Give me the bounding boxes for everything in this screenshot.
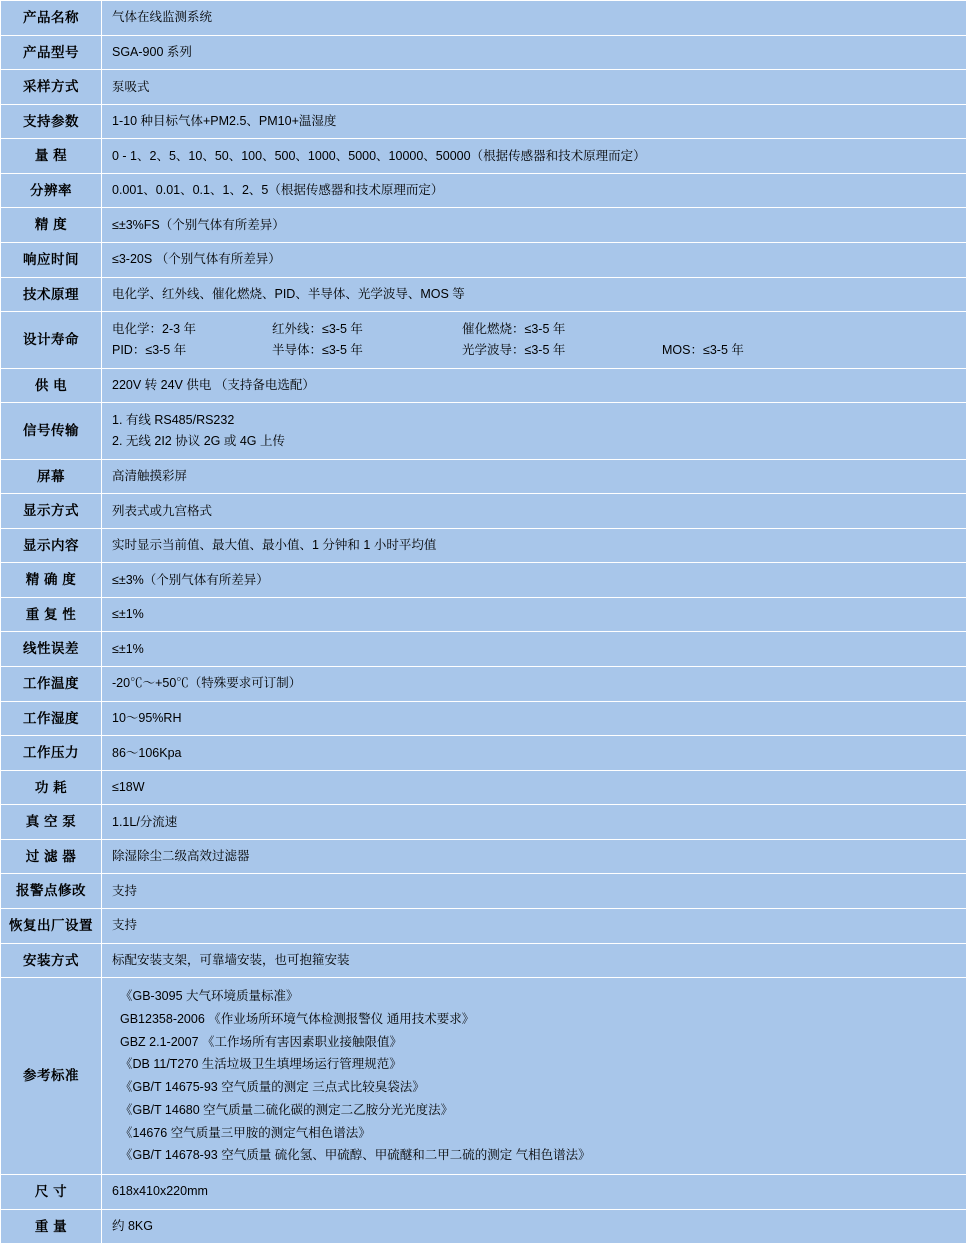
value-line: GBZ 2.1-2007 《工作场所有害因素职业接触限值》	[120, 1034, 402, 1049]
table-row	[1, 770, 967, 805]
standards-list	[112, 985, 956, 1167]
spec-value: ≤±1%	[102, 597, 967, 632]
design-life-cell: 光学波导：≤3-5 年	[462, 342, 566, 357]
table-row	[1, 563, 967, 598]
design-life-cell: 电化学：2-3 年	[112, 322, 197, 337]
spec-label: 参考标准	[1, 978, 102, 1175]
spec-label: 响应时间	[1, 242, 102, 277]
spec-label: 设计寿命	[1, 312, 102, 369]
spec-label: 采样方式	[1, 70, 102, 105]
spec-label: 工作温度	[1, 667, 102, 702]
table-row	[1, 943, 967, 978]
value-line: 《GB/T 14675-93 空气质量的测定 三点式比较臭袋法》	[120, 1080, 425, 1095]
spec-value	[102, 403, 967, 460]
spec-label: 产品型号	[1, 35, 102, 70]
table-row	[1, 874, 967, 909]
spec-value: 约 8KG	[102, 1209, 967, 1244]
spec-value: ≤18W	[102, 770, 967, 805]
spec-value	[102, 312, 967, 369]
value-line: 1. 有线 RS485/RS232	[112, 413, 235, 428]
spec-label: 线性误差	[1, 632, 102, 667]
spec-value: 泵吸式	[102, 70, 967, 105]
spec-value: ≤±3%FS（个别气体有所差异）	[102, 208, 967, 243]
spec-value: -20℃～+50℃（特殊要求可订制）	[102, 667, 967, 702]
spec-label: 真 空 泵	[1, 805, 102, 840]
spec-value: SGA-900 系列	[102, 35, 967, 70]
spec-label: 分辨率	[1, 173, 102, 208]
spec-value: 高清触摸彩屏	[102, 459, 967, 494]
spec-label: 重 量	[1, 1209, 102, 1244]
table-row	[1, 839, 967, 874]
table-row	[1, 368, 967, 403]
spec-value: 列表式或九宫格式	[102, 494, 967, 529]
spec-value: 支持	[102, 874, 967, 909]
spec-label: 支持参数	[1, 104, 102, 139]
table-row	[1, 242, 967, 277]
spec-label: 精 确 度	[1, 563, 102, 598]
table-row	[1, 978, 967, 1175]
table-row	[1, 104, 967, 139]
spec-value: 标配安装支架，可靠墙安装，也可抱箍安装	[102, 943, 967, 978]
spec-label: 量 程	[1, 139, 102, 174]
table-row	[1, 459, 967, 494]
spec-label: 重 复 性	[1, 597, 102, 632]
spec-value: 实时显示当前值、最大值、最小值、1 分钟和 1 小时平均值	[102, 528, 967, 563]
spec-label: 尺 寸	[1, 1175, 102, 1210]
spec-value: 气体在线监测系统	[102, 1, 967, 36]
table-row	[1, 312, 967, 369]
table-row	[1, 1, 967, 36]
spec-value: 1.1L/分流速	[102, 805, 967, 840]
table-row	[1, 632, 967, 667]
spec-label: 恢复出厂设置	[1, 908, 102, 943]
spec-label: 安装方式	[1, 943, 102, 978]
spec-value: 支持	[102, 908, 967, 943]
spec-label: 技术原理	[1, 277, 102, 312]
value-line: 《14676 空气质量三甲胺的测定气相色谱法》	[120, 1125, 371, 1140]
spec-value: 10～95%RH	[102, 701, 967, 736]
design-life-cell	[662, 320, 812, 339]
design-life-row	[112, 319, 956, 340]
design-life-cell: 红外线：≤3-5 年	[272, 322, 363, 337]
value-lines	[112, 410, 956, 452]
spec-label: 精 度	[1, 208, 102, 243]
spec-value: 86～106Kpa	[102, 736, 967, 771]
spec-label: 报警点修改	[1, 874, 102, 909]
table-row	[1, 1175, 967, 1210]
table-row	[1, 736, 967, 771]
value-line: 《GB/T 14680 空气质量二硫化碳的测定二乙胺分光光度法》	[120, 1102, 454, 1117]
table-row	[1, 908, 967, 943]
spec-table-body	[1, 1, 967, 1244]
spec-label: 显示方式	[1, 494, 102, 529]
design-life-grid	[112, 319, 956, 361]
spec-value: 618x410x220mm	[102, 1175, 967, 1210]
spec-label: 工作湿度	[1, 701, 102, 736]
spec-value: 1-10 种目标气体+PM2.5、PM10+温湿度	[102, 104, 967, 139]
spec-label: 工作压力	[1, 736, 102, 771]
table-row	[1, 35, 967, 70]
table-row	[1, 667, 967, 702]
table-row	[1, 528, 967, 563]
table-row	[1, 597, 967, 632]
design-life-cell: MOS：≤3-5 年	[662, 342, 744, 357]
spec-label: 显示内容	[1, 528, 102, 563]
table-row	[1, 494, 967, 529]
table-row	[1, 403, 967, 460]
spec-value: 220V 转 24V 供电 （支持备电选配）	[102, 368, 967, 403]
table-row	[1, 173, 967, 208]
spec-value: 除湿除尘二级高效过滤器	[102, 839, 967, 874]
spec-label: 过 滤 器	[1, 839, 102, 874]
design-life-cell: PID：≤3-5 年	[112, 342, 187, 357]
design-life-row	[112, 340, 956, 361]
table-row	[1, 277, 967, 312]
spec-label: 产品名称	[1, 1, 102, 36]
spec-value: ≤3-20S （个别气体有所差异）	[102, 242, 967, 277]
spec-value: 0.001、0.01、0.1、1、2、5（根据传感器和技术原理而定）	[102, 173, 967, 208]
spec-value	[102, 978, 967, 1175]
value-line: 《GB-3095 大气环境质量标准》	[120, 989, 299, 1004]
table-row	[1, 805, 967, 840]
table-row	[1, 208, 967, 243]
spec-value: ≤±1%	[102, 632, 967, 667]
value-line: 《GB/T 14678-93 空气质量 硫化氢、甲硫醇、甲硫醚和二甲二硫的测定 气相色谱法》	[120, 1148, 591, 1163]
spec-label: 屏幕	[1, 459, 102, 494]
table-row	[1, 701, 967, 736]
table-row	[1, 1209, 967, 1244]
value-line: 《DB 11/T270 生活垃圾卫生填埋场运行管理规范》	[120, 1057, 402, 1072]
design-life-cell: 半导体：≤3-5 年	[272, 342, 363, 357]
spec-value: 电化学、红外线、催化燃烧、PID、半导体、光学波导、MOS 等	[102, 277, 967, 312]
table-row	[1, 139, 967, 174]
table-row	[1, 70, 967, 105]
spec-label: 供 电	[1, 368, 102, 403]
value-line: 2. 无线 2I2 协议 2G 或 4G 上传	[112, 433, 285, 448]
spec-value: ≤±3%（个别气体有所差异）	[102, 563, 967, 598]
spec-value: 0 - 1、2、5、10、50、100、500、1000、5000、10000、50000（根据传感器和技术原理而定）	[102, 139, 967, 174]
spec-label: 信号传输	[1, 403, 102, 460]
design-life-cell: 催化燃烧：≤3-5 年	[462, 322, 566, 337]
spec-label: 功 耗	[1, 770, 102, 805]
value-line: GB12358-2006 《作业场所环境气体检测报警仪 通用技术要求》	[120, 1011, 475, 1026]
